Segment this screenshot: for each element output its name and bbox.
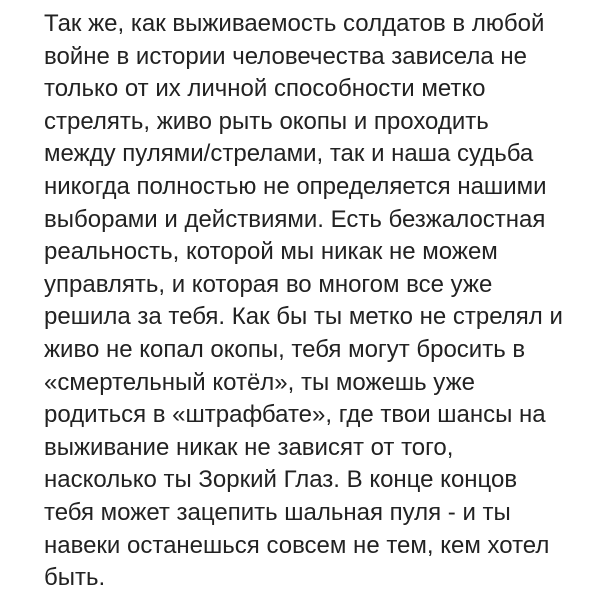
text-line: стрелять, живо рыть окопы и проходить xyxy=(44,107,489,135)
text-line: реальность, которой мы никак не можем xyxy=(44,238,498,266)
text-line: тебя может зацепить шальная пуля - и ты xyxy=(44,498,511,526)
text-line: войне в истории человечества зависела не xyxy=(44,42,527,70)
text-line: выживание никак не зависят от того, xyxy=(44,433,454,461)
text-line: Так же, как выживаемость солдатов в любой xyxy=(44,10,545,37)
text-line: быть. xyxy=(44,564,106,592)
text-line: живо не копал окопы, тебя могут бросить в xyxy=(44,335,526,363)
text-line: выборами и действиями. Есть безжалостная xyxy=(44,205,546,233)
text-line: насколько ты Зоркий Глаз. В конце концов xyxy=(44,466,518,494)
text-line: только от их личной способности метко xyxy=(44,75,486,103)
text-line: навеки останешься совсем не тем, кем хотел xyxy=(44,531,550,559)
post-text xyxy=(44,8,603,595)
text-line: «смертельный котёл», ты можешь уже xyxy=(44,368,475,396)
text-line: между пулями/стрелами, так и наша судьба xyxy=(44,140,534,168)
text-line: родиться в «штрафбате», где твои шансы на xyxy=(44,401,546,429)
text-line: решила за тебя. Как бы ты метко не стрелял и xyxy=(44,303,563,331)
text-line: никогда полностью не определяется нашими xyxy=(44,172,547,200)
text-line: управлять, и которая во многом все уже xyxy=(44,270,493,298)
